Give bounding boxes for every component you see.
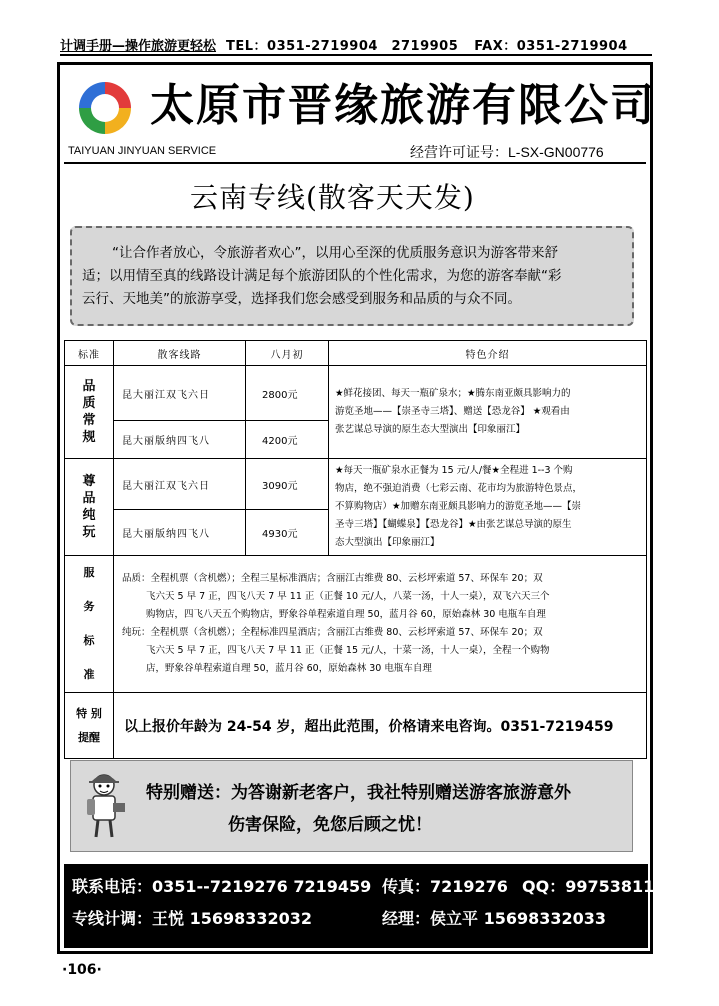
contact-qq: QQ：997538111	[522, 877, 666, 896]
route-price: 3090元	[246, 459, 329, 510]
gift-line-1: 特别赠送：为答谢新老客户，我社特别赠送游客旅游意外	[146, 783, 571, 803]
route-name: 昆大丽版纳四飞八	[114, 510, 246, 556]
col-header-price: 八月初	[246, 341, 329, 366]
features-quality: ★鲜花接团、每天一瓶矿泉水；★腾东南亚颇具影响力的 游览圣地——【崇圣寺三塔】、赠送【恐龙谷】 ★观看由 张艺谋总导演的原生态大型演出【印象丽江】	[329, 366, 647, 459]
page-title: 云南专线(散客天天发)	[190, 181, 475, 214]
features-premium: ★每天一瓶矿泉水正餐为 15 元/人/餐★全程进 1--3 个购 物店，绝不强迫消费（七彩云南、花市均为旅游特色景点， 不算购物店）★加赠东南亚颇具影响力的游览圣地——【崇 圣寺三塔】【蝴蝶泉】【恐龙谷】★由张艺谋总导演的原生 态大型演出【印象丽江】	[329, 459, 647, 556]
gift-banner	[70, 760, 633, 852]
service-row	[65, 556, 647, 693]
age-note: 以上报价年龄为 24-54 岁，超出此范围，价格请来电咨询。0351-7219459	[114, 693, 647, 759]
route-name: 昆大丽江双飞六日	[114, 459, 246, 510]
route-price: 4200元	[246, 421, 329, 459]
col-header-route: 散客线路	[114, 341, 246, 366]
page-number: ·106·	[62, 962, 102, 978]
header-bar	[60, 34, 652, 56]
level-premium: 尊 品 纯 玩	[65, 459, 114, 556]
contact-manager: 经理：侯立平 15698332033	[382, 909, 607, 928]
gift-line-2: 伤害保险，免您后顾之忧！	[228, 815, 432, 835]
note-row	[65, 693, 647, 759]
price-table	[64, 340, 647, 759]
service-label: 服 务 标 准	[65, 556, 114, 693]
contact-planner: 专线计调：王悦 15698332032	[72, 909, 313, 928]
route-name: 昆大丽江双飞六日	[114, 366, 246, 421]
company-logo-icon	[75, 78, 135, 138]
intro-line: 适；以用情至真的线路设计满足每个旅游团队的个性化需求，为您的游客奉献“彩	[82, 268, 562, 284]
intro-box	[70, 226, 634, 326]
route-price: 4930元	[246, 510, 329, 556]
table-row	[65, 459, 647, 510]
header-slogan: 计调手册—操作旅游更轻松	[60, 38, 217, 54]
company-name: 太原市晋缘旅游有限公司	[150, 80, 656, 131]
contact-fax: 传真：7219276	[382, 877, 508, 896]
service-details: 品质：全程机票（含机燃）；全程三星标准酒店；含丽江古维费 80、云杉坪索道 57、环保车 20；双 飞六天 5 早 7 正，四飞八天 7 早 11 正（正餐 10 元/人，八菜一汤，十人一桌），双飞六天三个 购物店，四飞八天五个购物店，野象谷单程索道自理 50，蓝月谷 60，原始森林 30 电瓶车自理 纯玩：全程机票（含机燃）；全程标准四星酒店；含丽江古维费 80、云杉坪索道 57、环保车 20；双 飞六天 5 早 7 正，四飞八天 7 早 11 正（正餐 15 元/人，十菜一汤，十人一桌），全程一个购物 店，野象谷单程索道自理 50，蓝月谷 60，原始森林 30 电瓶车自理	[114, 556, 647, 693]
contact-phone: 联系电话：0351--7219276 7219459	[72, 877, 372, 896]
col-header-level: 标准	[65, 341, 114, 366]
company-english-name: TAIYUAN JINYUAN SERVICE	[68, 145, 217, 157]
intro-line: 云行、天地美”的旅游享受，选择我们您会感受到服务和品质的与众不同。	[82, 291, 521, 307]
divider	[64, 162, 646, 164]
contact-box	[64, 864, 666, 948]
header-tel: TEL：0351-2719904 2719905	[226, 38, 459, 54]
tourist-cartoon-icon	[79, 769, 129, 843]
note-label: 特 别 提醒	[65, 693, 114, 759]
license-number: 经营许可证号：L-SX-GN00776	[410, 144, 604, 160]
route-name: 昆大丽版纳四飞八	[114, 421, 246, 459]
header-fax: FAX：0351-2719904	[474, 38, 628, 54]
table-row	[65, 366, 647, 421]
route-price: 2800元	[246, 366, 329, 421]
intro-line: “让合作者放心，令旅游者欢心”，以用心至深的优质服务意识为游客带来舒	[112, 245, 558, 261]
col-header-features: 特色介绍	[329, 341, 647, 366]
level-quality: 品 质 常 规	[65, 366, 114, 459]
table-header-row	[65, 341, 647, 366]
